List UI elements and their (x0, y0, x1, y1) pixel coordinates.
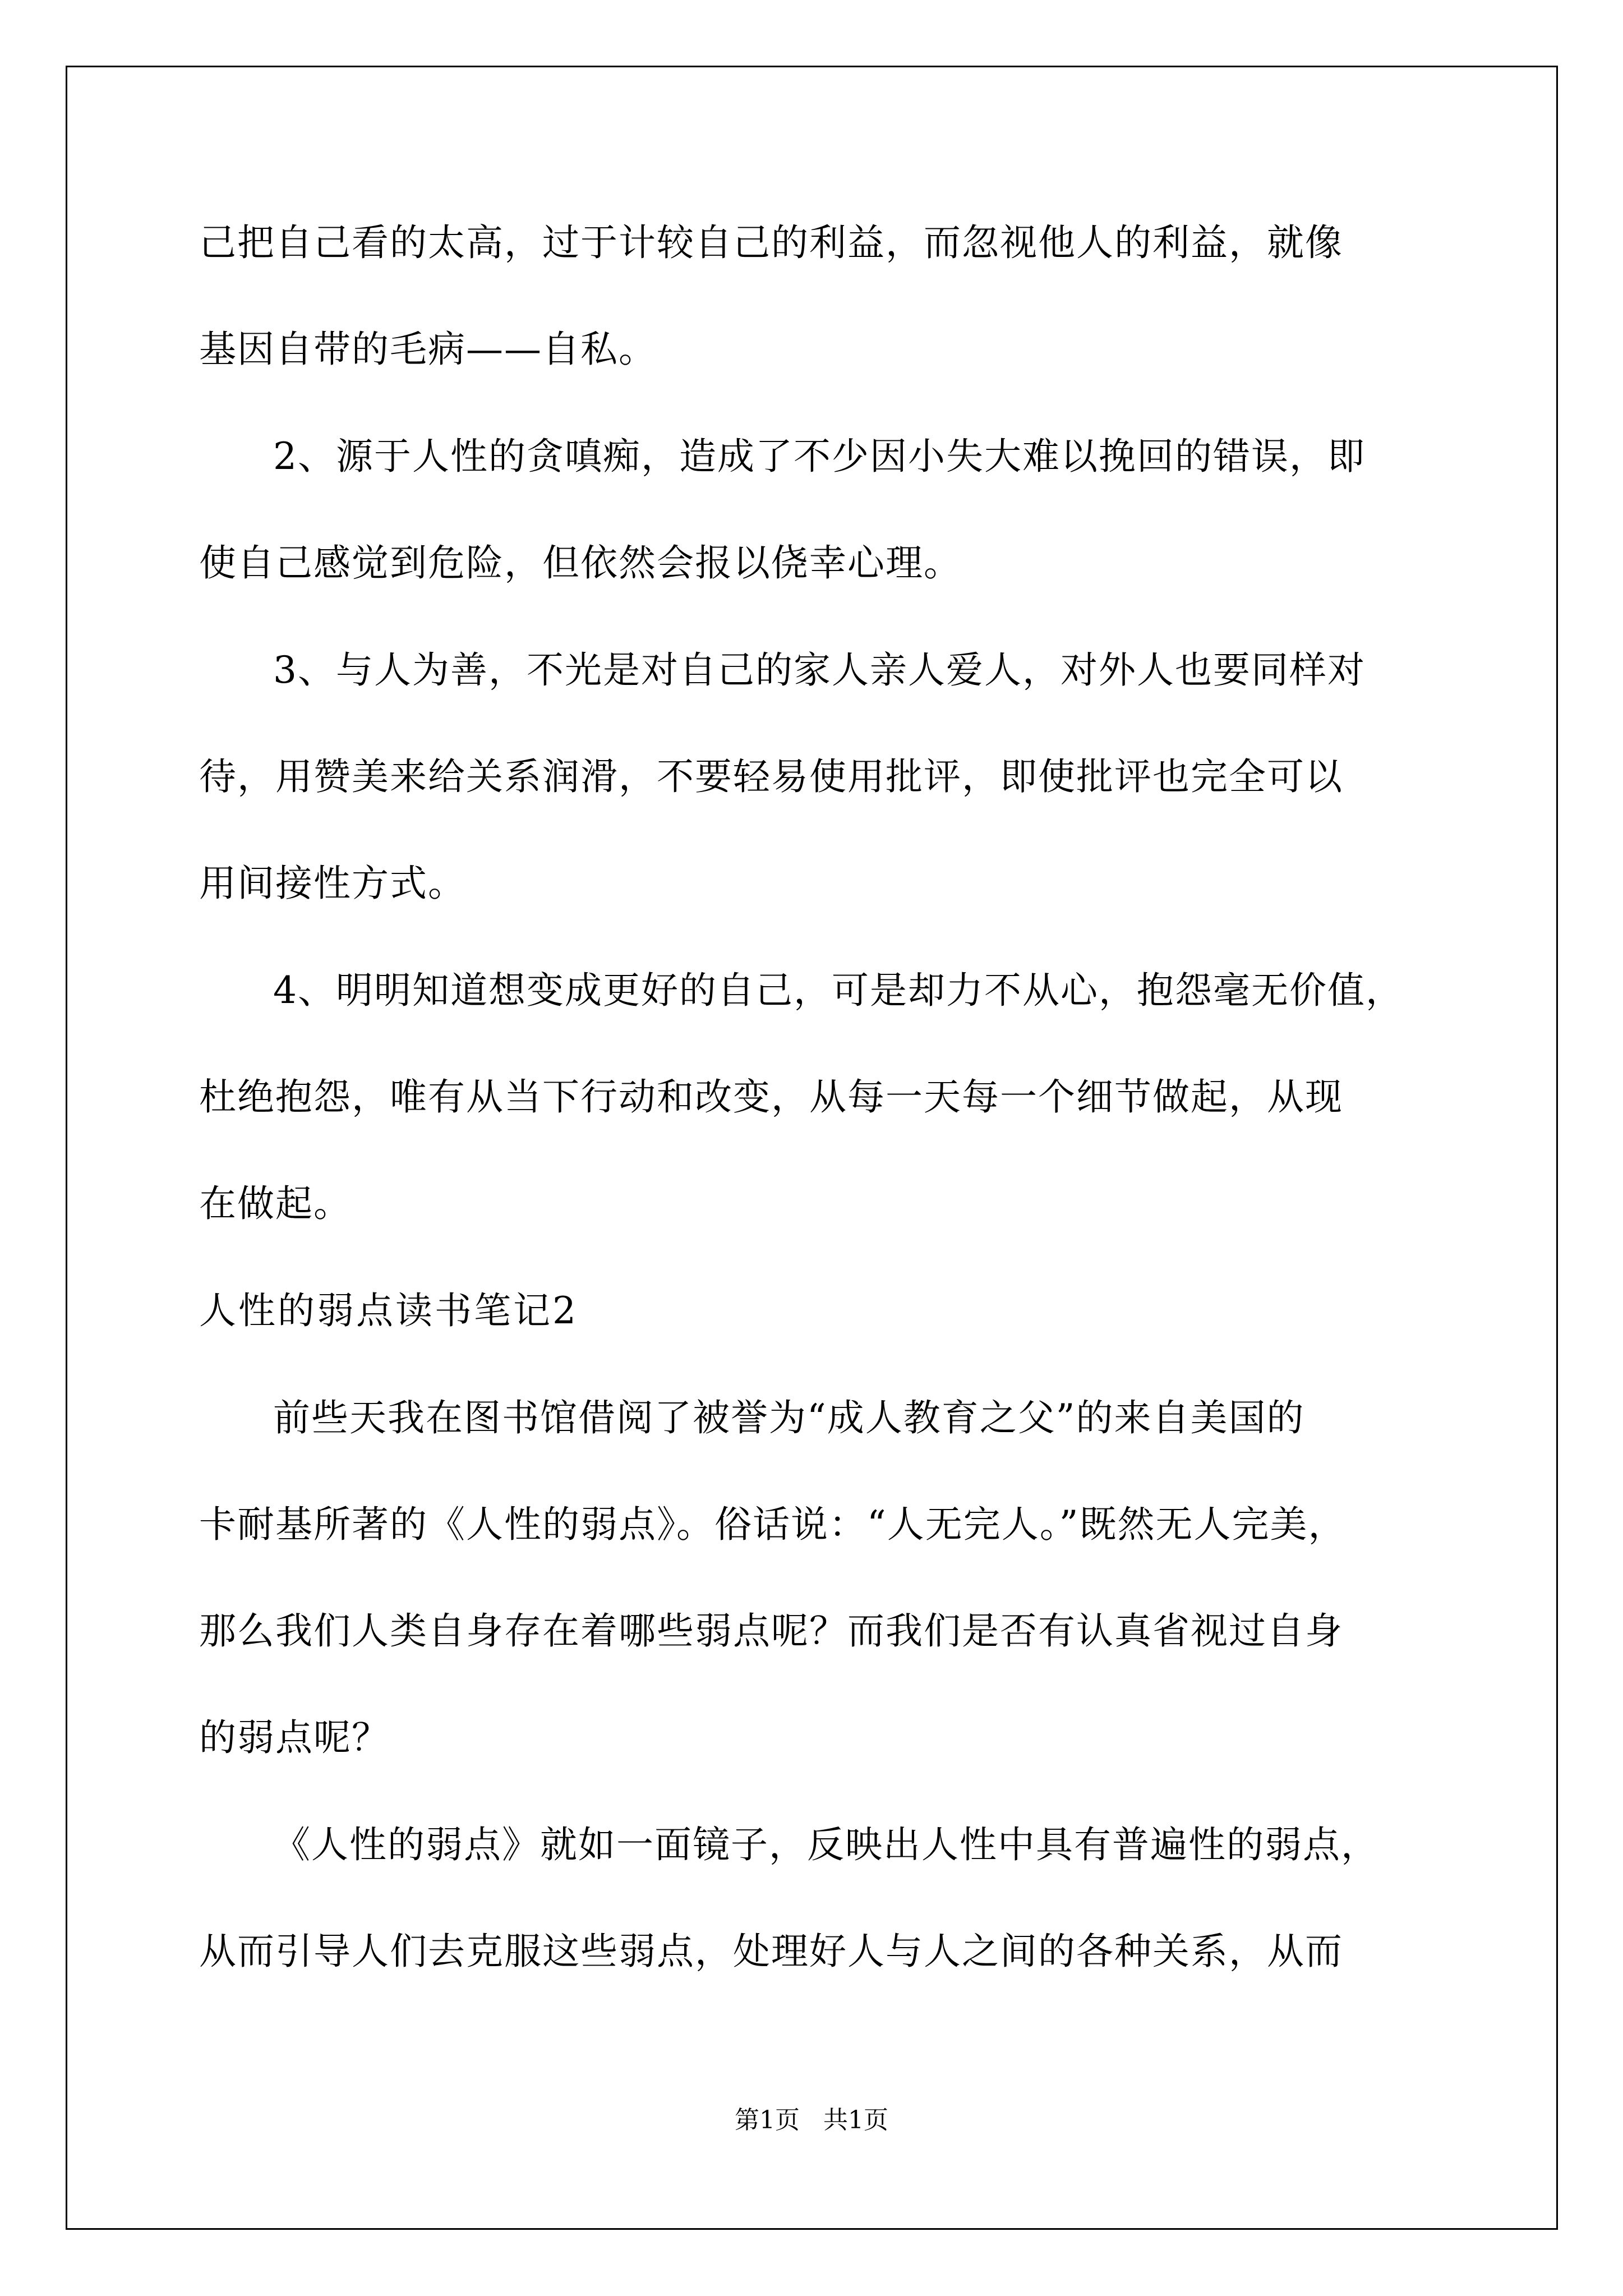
paragraph-p6 (199, 1818, 1430, 1978)
text-line: 那么我们人类自身存在着哪些弱点呢？而我们是否有认真省视过自身 (199, 1609, 1343, 1653)
text-line: 基因自带的毛病——自私。 (199, 328, 657, 371)
text-line: 2、源于人性的贪嗔痴，造成了不少因小失大难以挽回的错误，即 (273, 435, 1366, 478)
paragraph-p3 (199, 643, 1430, 910)
text-line: 待，用赞美来给关系润滑，不要轻易使用批评，即使批评也完全可以 (199, 755, 1343, 798)
paragraph-p5 (199, 1391, 1430, 1764)
text-line: 3、与人为善，不光是对自己的家人亲人爱人，对外人也要同样对 (273, 648, 1366, 692)
section-heading: 人性的弱点读书笔记2 (199, 1289, 578, 1332)
text-line: 杜绝抱怨，唯有从当下行动和改变，从每一天每一个细节做起，从现 (199, 1075, 1343, 1119)
text-line: 卡耐基所著的《人性的弱点》。俗话说：“人无完人。”既然无人完美， (199, 1503, 1347, 1546)
text-line: 用间接性方式。 (199, 862, 466, 905)
text-line: 从而引导人们去克服这些弱点，处理好人与人之间的各种关系，从而 (199, 1930, 1343, 1973)
paragraph-p1 (199, 216, 1430, 376)
text-line: 《人性的弱点》就如一面镜子，反映出人性中具有普遍性的弱点， (273, 1823, 1379, 1866)
text-line: 的弱点呢？ (199, 1716, 390, 1759)
page-footer: 第1页 共1页 (735, 2106, 888, 2134)
paragraph-p4 (199, 964, 1430, 1230)
text-line: 在做起。 (199, 1182, 352, 1225)
paragraph-p2 (199, 430, 1430, 590)
text-line: 4、明明知道想变成更好的自己，可是却力不从心，抱怨毫无价值， (273, 969, 1404, 1012)
text-line: 使自己感觉到危险，但依然会报以侥幸心理。 (199, 541, 962, 585)
text-line: 前些天我在图书馆借阅了被誉为“成人教育之父”的来自美国的 (273, 1396, 1305, 1439)
text-line: 己把自己看的太高，过于计较自己的利益，而忽视他人的利益，就像 (199, 221, 1343, 264)
document-body (199, 216, 1430, 1978)
